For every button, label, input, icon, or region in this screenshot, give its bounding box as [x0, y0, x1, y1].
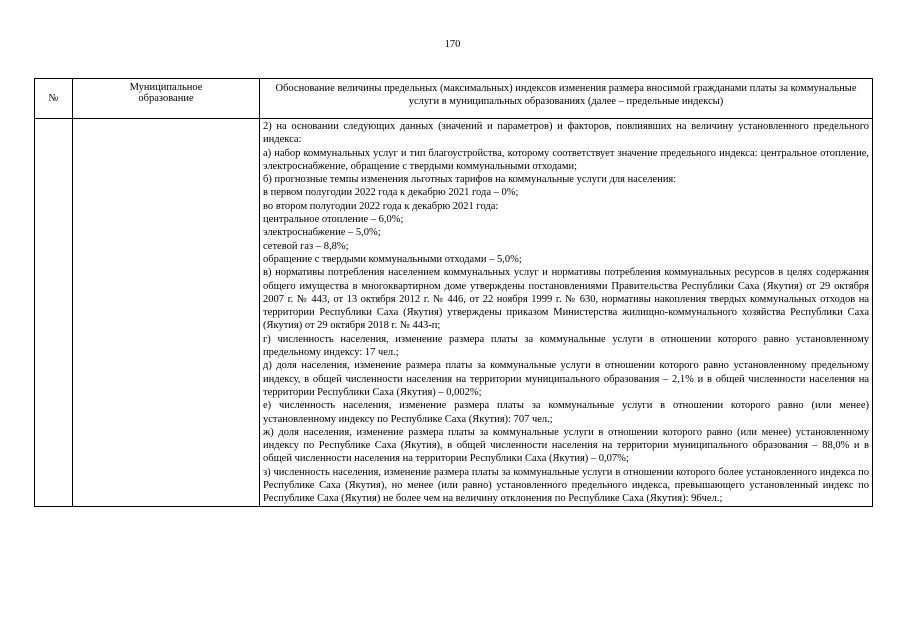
table-header-row: [35, 79, 873, 119]
row-municipality-cell: [73, 119, 260, 507]
paragraph-zh: ж) доля населения, изменение размера платы за коммунальные услуги в отношении которого равно (или менее) установленному индексу по Республике Саха (Якутия), в общей численности населения на территории муниципального образования – 88,0% и в общей численности населения на территории Республики Саха (Якутия) – 0,07%;: [263, 426, 869, 465]
paragraph-waste: обращение с твердыми коммунальными отходами – 5,0%;: [263, 253, 522, 265]
paragraph-b-second-half: во втором полугодии 2022 года к декабрю 2021 года:: [263, 200, 499, 212]
header-number: №: [35, 79, 73, 119]
page-number: 170: [444, 39, 461, 50]
paragraph-d: д) доля населения, изменение размера платы за коммунальные услуги в отношении которого равно установленному предельному индексу, в общей численности населения на территории муниципального образования – 2,1% и в общей численности населения на территории Республики Саха (Якутия) – 0,002%;: [263, 360, 869, 398]
paragraph-heating: центральное отопление – 6,0%;: [263, 214, 404, 226]
paragraph-electricity: электроснабжение – 5,0%;: [263, 227, 381, 239]
row-justification-cell: [260, 119, 873, 507]
header-justification: Обоснование величины предельных (максимальных) индексов изменения размера вносимой гражданами платы за коммунальные услуги в муниципальных образованиях (далее – предельные индексы): [260, 79, 873, 119]
paragraph-v: в) нормативы потребления населением коммунальных услуг и нормативы потребления коммунальных ресурсов в целях содержания общего имущества в многоквартирном доме утверждены постановлениями Правительства Республики Саха (Якутия) от 29 октября 2007 г. № 443, от 13 октября 2012 г. № 446, от 22 ноября 1999 г. № 630, нормативы накопления твердых коммунальных отходов на территории Республики Саха (Якутия) утверждены приказом Министерства жилищно-коммунального хозяйства Республики Саха (Якутия) от 29 октября 2018 г. № 443-п;: [263, 267, 869, 332]
paragraph-b-first-half: в первом полугодии 2022 года к декабрю 2021 года – 0%;: [263, 187, 519, 199]
row-number-cell: [35, 119, 73, 507]
paragraph-intro: 2) на основании следующих данных (значений и параметров) и факторов, повлиявших на величину установленного предельного индекса:: [263, 121, 869, 146]
paragraph-b: б) прогнозные темпы изменения льготных тарифов на коммунальные услуги для населения:: [263, 174, 677, 186]
paragraph-g: г) численность населения, изменение размера платы за коммунальные услуги в отношении которого равно установленному предельному индексу: 17 чел.;: [263, 333, 869, 359]
table-row: [35, 119, 873, 507]
paragraph-z: з) численность населения, изменение размера платы за коммунальные услуги в отношении которого более установленного индекса по Республике Саха (Якутия), но менее (или равно) установленного предельного индекса, превышающего установленный индекс по Республике Саха (Якутия) не более чем на величину отклонения по Республике Саха (Якутия): 96чел.;: [263, 466, 869, 505]
paragraph-e: е) численность населения, изменение размера платы за коммунальные услуги в отношении которого равно (или менее) установленному индексу по Республике Саха (Якутия): 707 чел.;: [263, 400, 869, 425]
header-municipality: Муниципальное образование: [73, 79, 260, 119]
justification-table: [34, 78, 873, 507]
paragraph-a: а) набор коммунальных услуг и тип благоустройства, которому соответствует значение предельного индекса: центральное отопление, электроснабжение, обращение с твердыми коммунальными отходами;: [263, 147, 869, 172]
paragraph-gas: сетевой газ – 8,8%;: [263, 240, 349, 252]
